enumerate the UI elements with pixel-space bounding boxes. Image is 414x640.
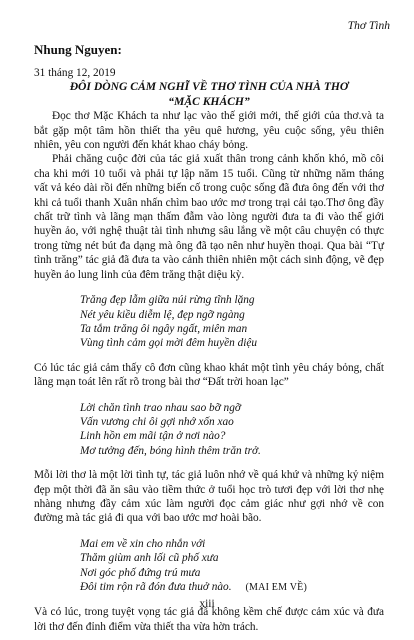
poem-line: Trăng đẹp lẫm giữa núi rừng tĩnh lặng — [80, 294, 255, 307]
poem-line: Linh hồn em mãi tận ở nơi nào? — [80, 430, 226, 443]
paragraph-5: Và có lúc, trong tuyệt vọng tác giả đã không kềm chế được cảm xúc và đưa lời thơ đến đỉnh điểm vừa thiết tha vừa hờn trách. — [34, 606, 384, 633]
paragraph-4: Mỗi lời thơ là một lời tình tự, tác giả luôn nhớ về quá khứ và những kỷ niệm đẹp một thời đã ăn sâu vào tiềm thức ở tuổi học trò tươi đẹp với lời thơ nhẹ nhàng nhưng đầy cảm xúc làm người đọc cảm giác như gợi nhớ về con đường mà tác giả đi qua với bao ước mơ hoài bão. — [34, 469, 384, 525]
page-number: xiii — [199, 598, 215, 610]
paragraph-3: Có lúc tác giả cảm thấy cô đơn cũng khao khát một tình yêu cháy bỏng, chất lãng mạn toát lên rất rõ trong bài thơ “Đất trời hoan lạc” — [34, 361, 384, 389]
poem-line-text: Đôi tim rộn rã đón đưa thuở nào. — [80, 581, 232, 593]
paragraph-2: Phải chăng cuộc đời của tác giả xuất thân trong cảnh khốn khó, mồ côi cha khi mới 10 tuổi và phải tự lập năm 15 tuổi. Cũng từ những năm tháng vất vả kéo dài rồi đến những biến cố trong cuộc sống đã đưa ông đến với thơ khi cả tuổi thanh Xuân nhấn chìm bao ước mơ trong trại cải tạo.Thơ ông đầy chất trữ tình và lãng mạn thấm đẫm vào lòng người đưa ta đi vào thế giới huyền ảo, với nghệ thuật tài tình nhưng sâu lắng về một câu chuyện có thực trong từng nét bút đa dạng mà ông đã tạo nên như huyền thoại. Qua bài “Tự tình trăng” tác giả đã đưa ta vào cảnh thiên nhiên một cách sinh động, vẽ đẹp huyền ảo lung linh của đêm trăng thật diệu kỳ. — [34, 153, 384, 281]
poem-excerpt-1 — [80, 293, 384, 351]
paragraph-1: Đọc thơ Mặc Khách ta như lạc vào thế giới mới, thế giới của thơ.và ta bắt gặp một tâm hồn thiết tha yêu quê hương, yêu cuộc sống, yêu thiên nhiên, yêu con người đến khát khao cháy bỏng. — [34, 110, 384, 152]
poem-line: Lời chăn tình trao nhau sao bỡ ngỡ — [80, 401, 241, 414]
poem-line: Vùng tình cảm gọi mời đêm huyền diệu — [80, 337, 258, 350]
poem-line: Ta tắm trăng ôi ngây ngất, miên man — [80, 322, 248, 335]
poem-line: Vấn vương chi ôi gợi nhớ xốn xao — [80, 415, 234, 428]
poem-line: Nơi góc phố đứng trú mưa — [80, 566, 201, 579]
poem-line: Thăm giùm anh lối cũ phố xưa — [80, 552, 219, 565]
page-content — [34, 66, 384, 634]
author-name: Nhung Nguyen: — [34, 42, 122, 57]
poem-line: Mơ tưởng đến, bóng hình thêm trăn trở. — [80, 444, 261, 457]
article-title-line-2: “MẶC KHÁCH” — [168, 94, 250, 108]
date-line: 31 tháng 12, 2019 — [34, 67, 116, 79]
poem-excerpt-3 — [80, 537, 384, 596]
poem-source-note: (MAI EM VỀ) — [245, 582, 307, 593]
poem-excerpt-2 — [80, 401, 384, 459]
poem-line — [80, 580, 384, 595]
poem-line: Nét yêu kiều diễm lệ, đẹp ngỡ ngàng — [80, 308, 245, 321]
article-title-line-1: ĐÔI DÒNG CẢM NGHĨ VỀ THƠ TÌNH CỦA NHÀ THƠ — [69, 80, 349, 94]
poem-line: Mai em về xin cho nhắn với — [80, 537, 206, 550]
running-head: Thơ Tình — [347, 20, 390, 32]
